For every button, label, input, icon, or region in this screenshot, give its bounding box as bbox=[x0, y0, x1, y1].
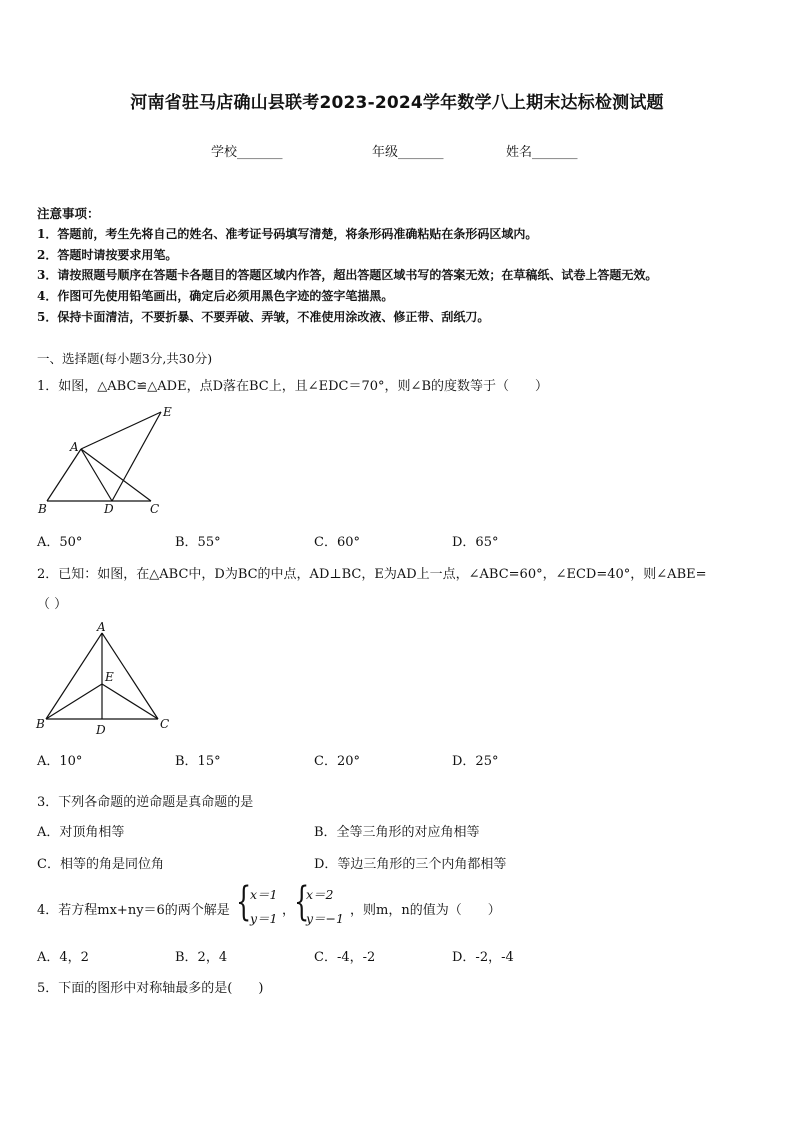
q1-option-c[interactable]: C．60° bbox=[314, 535, 360, 550]
question-2-figure bbox=[32, 618, 177, 738]
q3-option-a[interactable]: A．对顶角相等 bbox=[37, 825, 125, 840]
section-heading: 一、选择题(每小题3分,共30分) bbox=[37, 351, 213, 366]
page-title: 河南省驻马店确山县联考2023-2024学年数学八上期末达标检测试题 bbox=[130, 93, 664, 113]
name-field[interactable]: 姓名_______ bbox=[506, 145, 578, 160]
question-2-text: 2．已知：如图，在△ABC中，D为BC的中点，AD⊥BC，E为AD上一点，∠ABC=60°，∠ECD=40°，则∠ABE= bbox=[37, 567, 707, 582]
q2-option-c[interactable]: C．20° bbox=[314, 754, 360, 769]
notes-heading: 注意事项： bbox=[37, 206, 100, 221]
question-2-text-cont: （ ） bbox=[37, 597, 68, 612]
q4-option-d[interactable]: D．-2，-4 bbox=[452, 950, 514, 965]
q4-option-b[interactable]: B．2，4 bbox=[175, 950, 228, 965]
fig1-label-a: A bbox=[70, 440, 79, 454]
fig2-label-a: A bbox=[97, 620, 106, 634]
fig2-label-e: E bbox=[105, 670, 114, 684]
system-1-brace: { bbox=[236, 879, 252, 925]
note-item: 4．作图可先使用铅笔画出，确定后必须用黑色字迹的签字笔描黑。 bbox=[37, 289, 394, 303]
fig1-label-c: C bbox=[150, 502, 160, 516]
q2-option-b[interactable]: B．15° bbox=[175, 754, 221, 769]
question-4-prefix: 4．若方程mx+ny＝6的两个解是 bbox=[37, 903, 230, 918]
fig2-label-c: C bbox=[160, 717, 170, 731]
system-2-eq2: y＝−1 bbox=[306, 911, 344, 926]
question-1-figure bbox=[30, 400, 180, 520]
q3-option-b[interactable]: B．全等三角形的对应角相等 bbox=[314, 825, 480, 840]
q4-option-a[interactable]: A．4，2 bbox=[37, 950, 89, 965]
fig1-label-b: B bbox=[38, 502, 47, 516]
system-2-brace: { bbox=[294, 879, 310, 925]
q3-option-d[interactable]: D．等边三角形的三个内角都相等 bbox=[314, 857, 507, 872]
fig2-label-b: B bbox=[36, 717, 45, 731]
q1-option-a[interactable]: A．50° bbox=[37, 535, 83, 550]
question-5-text: 5．下面的图形中对称轴最多的是( ) bbox=[37, 981, 264, 996]
note-item: 3．请按照题号顺序在答题卡各题目的答题区域内作答，超出答题区域书写的答案无效；在草稿纸、试卷上答题无效。 bbox=[37, 268, 658, 282]
school-field[interactable]: 学校_______ bbox=[211, 145, 283, 160]
q1-option-d[interactable]: D．65° bbox=[452, 535, 499, 550]
grade-field[interactable]: 年级_______ bbox=[372, 145, 444, 160]
note-item: 2．答题时请按要求用笔。 bbox=[37, 248, 178, 262]
question-3-text: 3．下列各命题的逆命题是真命题的是 bbox=[37, 795, 254, 810]
fig1-label-e: E bbox=[163, 405, 172, 419]
q1-option-b[interactable]: B．55° bbox=[175, 535, 221, 550]
note-item: 1．答题前，考生先将自己的姓名、准考证号码填写清楚，将条形码准确粘贴在条形码区域内。 bbox=[37, 227, 538, 241]
q2-option-a[interactable]: A．10° bbox=[37, 754, 83, 769]
system-1-eq2: y＝1 bbox=[250, 911, 278, 926]
question-4-suffix: ，则m，n的值为（ ） bbox=[350, 903, 501, 918]
q3-option-c[interactable]: C．相等的角是同位角 bbox=[37, 857, 164, 872]
system-2-eq1: x＝2 bbox=[306, 887, 334, 902]
fig1-label-d: D bbox=[104, 502, 114, 516]
q2-option-d[interactable]: D．25° bbox=[452, 754, 499, 769]
fig2-label-d: D bbox=[96, 723, 106, 737]
system-separator: ， bbox=[282, 903, 296, 918]
note-item: 5．保持卡面清洁，不要折暴、不要弄破、弄皱，不准使用涂改液、修正带、刮纸刀。 bbox=[37, 310, 490, 324]
q4-option-c[interactable]: C．-4，-2 bbox=[314, 950, 376, 965]
question-1-text: 1．如图，△ABC≌△ADE，点D落在BC上，且∠EDC＝70°，则∠B的度数等于（ ） bbox=[37, 379, 548, 394]
system-1-eq1: x＝1 bbox=[250, 887, 278, 902]
